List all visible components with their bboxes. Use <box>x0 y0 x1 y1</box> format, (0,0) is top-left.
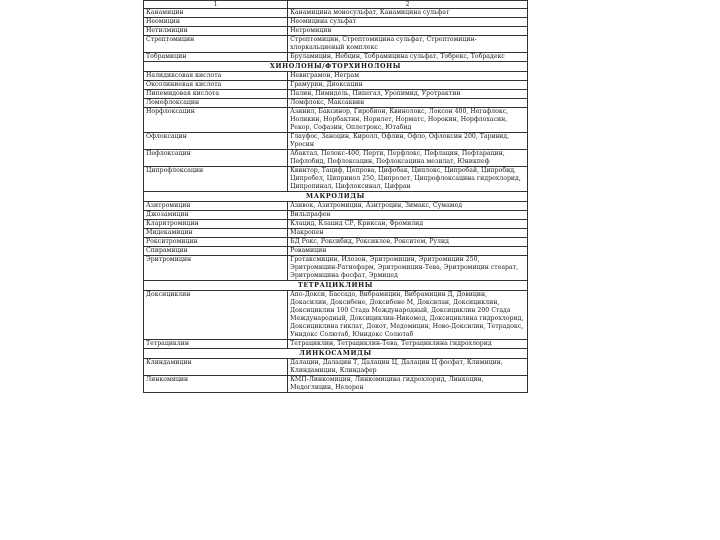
drug-name-cell: Эритромицин <box>144 256 288 281</box>
drug-row <box>144 220 528 229</box>
drug-name-cell: Рокситромицин <box>144 238 288 247</box>
drug-table-body <box>144 1 528 393</box>
trade-names-cell: Стрептомицин, Стрептомицина сульфат, Стрептомицин-хлоркальциевый комплекс <box>288 36 528 53</box>
drug-row <box>144 9 528 18</box>
drug-name-cell: Клиндамицин <box>144 359 288 376</box>
trade-names-cell: Грамурин, Диоксацин <box>288 81 528 90</box>
trade-names-cell: БД Рокс, Роксибид, Роксиклов, Рокситем, Рулид <box>288 238 528 247</box>
trade-names-cell: Вильпрафен <box>288 211 528 220</box>
trade-names-cell: Палин, Пимидель, Пипегал, Уропимид, Уротрактин <box>288 90 528 99</box>
trade-names-cell: Апо-Докси, Бассадо, Вибрамицин, Вибрамицин Д, Довицин, Докасилин, Доксибене, Доксибене М, Доксилан, Доксициклин, Доксициклин 100 Стада Международный, Доксициклин 200 Стада Международный, Доксициклин-Никомед, Доксициклина гидрохлорид, Доксициклина гиклат, Докот, Медомицин, Ново-Доксилин, Тетрадокс, Унидокс Солютаб, Юнидокс Солютаб <box>288 291 528 340</box>
drug-table <box>143 0 528 393</box>
drug-row <box>144 18 528 27</box>
drug-row <box>144 99 528 108</box>
section-header-row <box>144 349 528 359</box>
section-title: ЛИНКОСАМИДЫ <box>144 349 528 359</box>
drug-name-cell: Налидиксовая кислота <box>144 72 288 81</box>
trade-names-cell: Далацин, Далацин Т, Далацин Ц, Далацин Ц фосфат, Климицин, Клиндамицин, Клиндафер <box>288 359 528 376</box>
section-header-row <box>144 192 528 202</box>
drug-name-cell: Тобрамицин <box>144 53 288 62</box>
drug-row <box>144 202 528 211</box>
drug-row <box>144 72 528 81</box>
column-number-2: 2 <box>288 1 528 9</box>
trade-names-cell: Квинтор, Тациф, Цепрова, Цифобак, Циплокс, Ципробай, Ципробид, Ципробел, Ципринол 250, Ципролет, Ципрофлоксацина гидрохлорид, Ципропинал, Цифлоксинал, Цифран <box>288 167 528 192</box>
drug-row <box>144 238 528 247</box>
drug-name-cell: Азитромицин <box>144 202 288 211</box>
drug-name-cell: Доксициклин <box>144 291 288 340</box>
drug-name-cell: Спирамицин <box>144 247 288 256</box>
trade-names-cell: Глауфос, Заноцин, Киролл, Офлин, Офло, Офлоксин 200, Таривид, Уросин <box>288 133 528 150</box>
drug-name-cell: Джозамицин <box>144 211 288 220</box>
drug-row <box>144 133 528 150</box>
drug-row <box>144 108 528 133</box>
trade-names-cell: Неомицина сульфат <box>288 18 528 27</box>
trade-names-cell: Ровамицин <box>288 247 528 256</box>
trade-names-cell: Тетрациклин, Тетрациклин-Тева, Тетрациклина гидрохлорид <box>288 340 528 349</box>
section-title: ТЕТРАЦИКЛИНЫ <box>144 281 528 291</box>
trade-names-cell: Азинил, Баксинор, Гиробион, Квинолокс, Локсон 400, Негафлокс, Ноликин, Норбактин, Норилет, Норматс, Норокин, Норфлохасин, Рекор, Софазин, Оплетрокс, Ютабид <box>288 108 528 133</box>
drug-row <box>144 150 528 167</box>
drug-row <box>144 81 528 90</box>
trade-names-cell: КМП-Линкомицин, Линкомицина гидрохлорид, Линкоцин, Медоглицин, Нелорен <box>288 376 528 393</box>
drug-name-cell: Канамицин <box>144 9 288 18</box>
drug-name-cell: Нетилмицин <box>144 27 288 36</box>
drug-row <box>144 167 528 192</box>
column-number-1: 1 <box>144 1 288 9</box>
trade-names-cell: Абактал, Пелокс-400, Перти, Перфлокс, Пефлацин, Пефтарацин, Пефлобид, Пефлоксацин, Пефлоксацина мезилат, Юникпеф <box>288 150 528 167</box>
section-title: МАКРОЛИДЫ <box>144 192 528 202</box>
trade-names-cell: Бруламицин, Небцин, Тобрамицина сульфат, Тобрекс, Тобрадекс <box>288 53 528 62</box>
section-header-row <box>144 62 528 72</box>
section-title: ХИНОЛОНЫ/ФТОРХИНОЛОНЫ <box>144 62 528 72</box>
drug-name-cell: Кларитромицин <box>144 220 288 229</box>
drug-name-cell: Оксолиниевая кислота <box>144 81 288 90</box>
drug-name-cell: Норфлоксацин <box>144 108 288 133</box>
drug-name-cell: Неомицин <box>144 18 288 27</box>
section-header-row <box>144 281 528 291</box>
trade-names-cell: Клацид, Клацид СР, Криксан, Фромилид <box>288 220 528 229</box>
drug-name-cell: Тетрациклин <box>144 340 288 349</box>
drug-row <box>144 340 528 349</box>
trade-names-cell: Макропен <box>288 229 528 238</box>
drug-row <box>144 36 528 53</box>
drug-row <box>144 256 528 281</box>
drug-row <box>144 53 528 62</box>
drug-row <box>144 229 528 238</box>
trade-names-cell: Гротаксмицин, Илозон, Эритромицин, Эритромицин 250, Эритромицин-Ратиофарм, Эритромицин-Тева, Эритромицин стеарат, Эритромицина фосфат, Эрмицед <box>288 256 528 281</box>
drug-name-cell: Мидекамицин <box>144 229 288 238</box>
drug-row <box>144 211 528 220</box>
document-page <box>143 0 528 540</box>
drug-row <box>144 291 528 340</box>
drug-name-cell: Офлоксацин <box>144 133 288 150</box>
drug-row <box>144 247 528 256</box>
drug-name-cell: Линкомицин <box>144 376 288 393</box>
drug-row <box>144 27 528 36</box>
column-number-row <box>144 1 528 9</box>
trade-names-cell: Ломфлокс, Максаквин <box>288 99 528 108</box>
trade-names-cell: Нетромицин <box>288 27 528 36</box>
drug-row <box>144 90 528 99</box>
drug-row <box>144 376 528 393</box>
drug-name-cell: Пефлоксацин <box>144 150 288 167</box>
trade-names-cell: Канамицина моносульфат, Канамицина сульфат <box>288 9 528 18</box>
trade-names-cell: Невиграмон, Неграм <box>288 72 528 81</box>
drug-name-cell: Пипемидовая кислота <box>144 90 288 99</box>
drug-name-cell: Ципрофлоксацин <box>144 167 288 192</box>
drug-name-cell: Стрептомицин <box>144 36 288 53</box>
drug-row <box>144 359 528 376</box>
drug-name-cell: Ломефлоксацин <box>144 99 288 108</box>
trade-names-cell: Азивок, Азитромицин, Азитроцин, Зимакс, Сумамед <box>288 202 528 211</box>
